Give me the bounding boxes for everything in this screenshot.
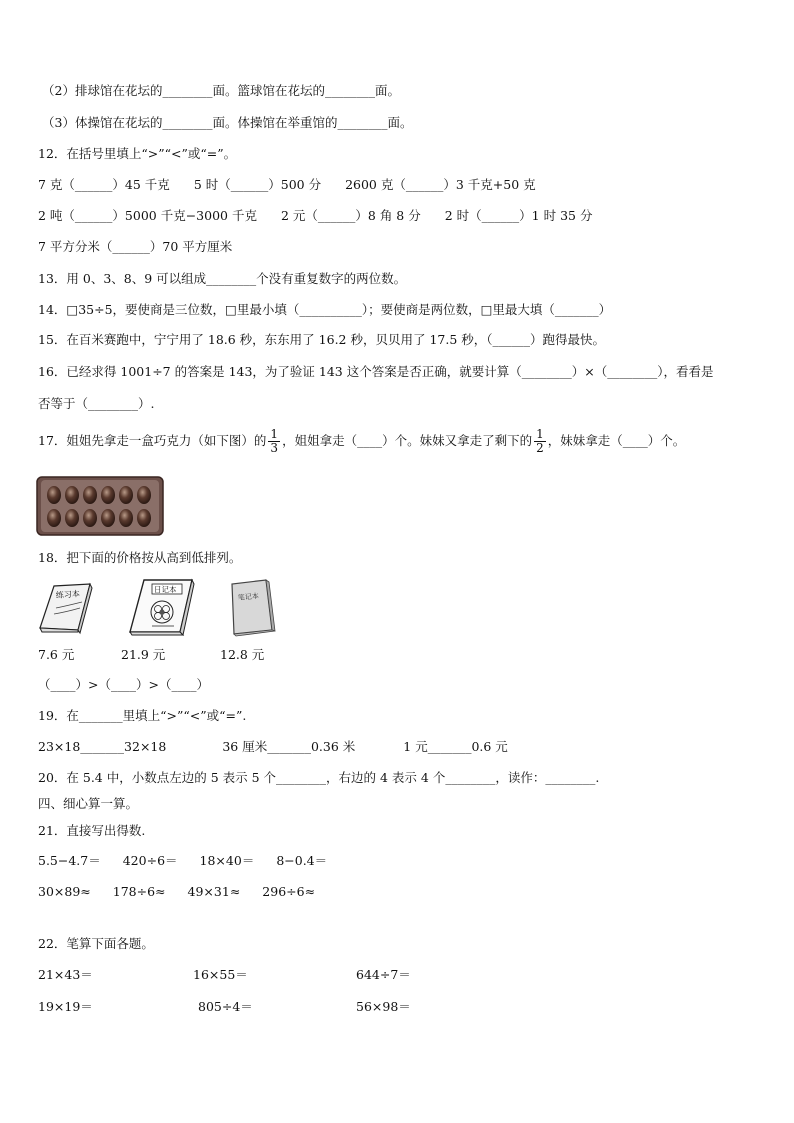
q17-text: ，姐姐拿走（____）个。妹妹又拿走了剩下的 [282, 433, 533, 448]
q12-item: 2600 克（______）3 千克+50 克 [345, 177, 536, 192]
price-diary-book: 21.9 元 [121, 647, 166, 662]
notebook-image [226, 578, 278, 638]
calc-item: 8−0.4＝ [276, 853, 328, 868]
q12-item: 2 时（______）1 时 35 分 [444, 208, 593, 223]
q21-title: 21．直接写出得数. [38, 823, 146, 838]
cover-label: 日记本 [154, 585, 177, 594]
chocolate-box-image [36, 476, 164, 536]
q12-row1 [38, 176, 536, 194]
cover-label: 练习本 [55, 589, 81, 600]
q11-line2: （2）排球馆在花坛的________面。篮球馆在花坛的________面。 [42, 83, 400, 98]
fraction-numerator: 1 [536, 427, 544, 441]
q17 [38, 424, 685, 458]
q22-row1-a: 21×43＝ [38, 967, 93, 982]
q14: 14．□35÷5，要使商是三位数，□里最小填（__________）；要使商是两位数，□里最大填（_______） [38, 302, 612, 317]
q21-row1 [38, 852, 327, 870]
q19-item: 1 元_______0.6 元 [403, 739, 508, 754]
q18-title: 18．把下面的价格按从高到低排列。 [38, 550, 242, 565]
calc-item: 296÷6≈ [262, 884, 316, 899]
q12-row2 [38, 207, 592, 225]
q19-row [38, 738, 508, 756]
fraction-denominator: 3 [270, 441, 279, 455]
q22-row1-c: 644÷7＝ [356, 967, 411, 982]
price-notebook: 12.8 元 [220, 647, 265, 662]
q12-title: 12．在括号里填上“>”“<”或“=”。 [38, 146, 237, 161]
q22-title: 22．笔算下面各题。 [38, 936, 154, 951]
q16-line2: 否等于（________）. [38, 396, 155, 411]
q12-item: 7 克（______）45 千克 [38, 177, 170, 192]
q22-row2-a: 19×19＝ [38, 999, 93, 1014]
calc-item: 5.5−4.7＝ [38, 853, 101, 868]
calc-item: 49×31≈ [187, 884, 241, 899]
calc-item: 30×89≈ [38, 884, 91, 899]
q19-title: 19．在_______里填上“>”“<”或“=”. [38, 708, 247, 723]
q16-line1: 16．已经求得 1001÷7 的答案是 143，为了验证 143 这个答案是否正确，就要计算（________）×（________），看看是 [38, 364, 714, 379]
q18-order: （____）>（____）>（____） [38, 677, 209, 692]
q22-row2-b: 805÷4＝ [198, 999, 253, 1014]
q15: 15．在百米赛跑中，宁宁用了 18.6 秒，东东用了 16.2 秒，贝贝用了 17.5 秒，（______）跑得最快。 [38, 332, 605, 347]
q17-text: ，妹妹拿走（____）个。 [547, 433, 686, 448]
fraction-numerator: 1 [270, 427, 279, 441]
q11-line3: （3）体操馆在花坛的________面。体操馆在举重馆的________面。 [42, 115, 413, 130]
q22-row1-b: 16×55＝ [193, 967, 248, 982]
q12-item: 2 吨（______）5000 千克−3000 千克 [38, 208, 257, 223]
q12-item: 2 元（______）8 角 8 分 [280, 208, 421, 223]
calc-item: 18×40＝ [199, 853, 255, 868]
q17-text: 17．姐姐先拿走一盒巧克力（如下图）的 [38, 433, 267, 448]
q13: 13．用 0、3、8、9 可以组成________个没有重复数字的两位数。 [38, 271, 407, 286]
q12-item: 5 时（______）500 分 [193, 177, 322, 192]
q12-row3: 7 平方分米（______）70 平方厘米 [38, 239, 233, 254]
calc-item: 178÷6≈ [112, 884, 166, 899]
calc-item: 420÷6＝ [122, 853, 178, 868]
price-exercise-book: 7.6 元 [38, 647, 75, 662]
q20: 20．在 5.4 中，小数点左边的 5 表示 5 个________，右边的 4 表示 4 个________，读作：________. [38, 770, 600, 785]
fraction-one-half [534, 428, 546, 455]
q19-item: 23×18_______32×18 [38, 739, 167, 754]
cover-label: 笔记本 [237, 592, 260, 602]
fraction-one-third [268, 428, 280, 455]
q19-item: 36 厘米_______0.36 米 [222, 739, 356, 754]
section-four-heading: 四、细心算一算。 [38, 796, 139, 811]
fraction-denominator: 2 [536, 441, 544, 455]
diary-book-image [126, 576, 198, 638]
q21-row2 [38, 883, 315, 901]
q22-row2-c: 56×98＝ [356, 999, 411, 1014]
exercise-book-image [36, 578, 94, 636]
